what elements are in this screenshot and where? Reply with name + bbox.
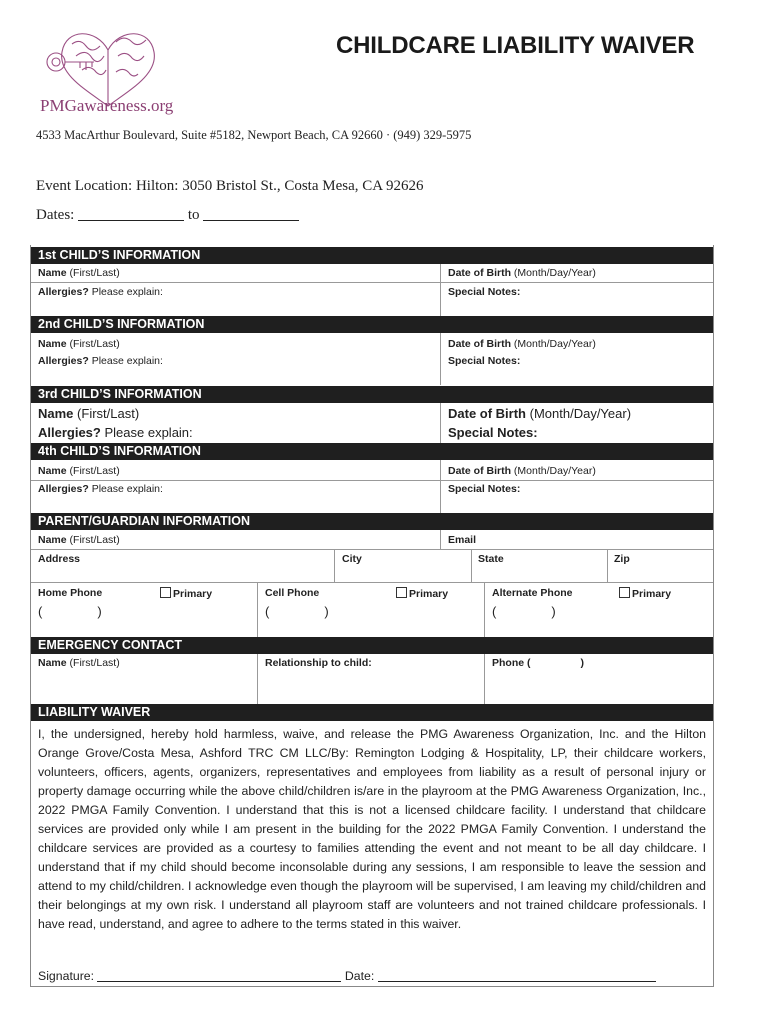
signature-field[interactable]	[97, 969, 341, 982]
checkbox-icon	[396, 587, 407, 598]
divider	[471, 549, 472, 582]
child-2-dob-field[interactable]: Date of Birth (Month/Day/Year)	[448, 338, 596, 350]
child-4-name-field[interactable]: Name (First/Last)	[38, 465, 120, 477]
parent-zip-field[interactable]: Zip	[614, 553, 630, 565]
page-title: CHILDCARE LIABILITY WAIVER	[336, 32, 695, 59]
divider	[334, 549, 335, 582]
child-3-allergies-field[interactable]: Allergies? Please explain:	[38, 425, 193, 440]
divider	[31, 282, 713, 283]
home-phone-label: Home Phone	[38, 587, 103, 599]
signature-label: Signature:	[38, 969, 95, 983]
child-2-heading: 2nd CHILD’S INFORMATION	[31, 316, 713, 333]
dates-label: Dates:	[36, 207, 75, 223]
waiver-heading: LIABILITY WAIVER	[31, 704, 713, 721]
home-phone-field[interactable]: ( )	[38, 604, 102, 619]
child-2-allergies-field[interactable]: Allergies? Please explain:	[38, 355, 163, 367]
divider	[257, 654, 258, 704]
divider	[440, 264, 441, 316]
signature-date-field[interactable]	[378, 969, 656, 982]
divider	[31, 582, 713, 583]
divider	[440, 403, 441, 443]
emergency-name-field[interactable]: Name (First/Last)	[38, 657, 120, 669]
child-4-dob-field[interactable]: Date of Birth (Month/Day/Year)	[448, 465, 596, 477]
divider	[440, 530, 441, 550]
parent-name-field[interactable]: Name (First/Last)	[38, 534, 120, 546]
child-2-name-field[interactable]: Name (First/Last)	[38, 338, 120, 350]
divider	[440, 333, 441, 385]
emergency-phone-field[interactable]: Phone ( )	[492, 657, 584, 669]
logo-text: PMGawareness.org	[40, 96, 174, 115]
parent-address-field[interactable]: Address	[38, 553, 81, 565]
divider	[607, 549, 608, 582]
child-2-notes-field[interactable]: Special Notes:	[448, 355, 521, 367]
parent-state-field[interactable]: State	[478, 553, 504, 565]
alt-phone-primary-checkbox[interactable]: Primary	[619, 587, 671, 600]
child-3-dob-field[interactable]: Date of Birth (Month/Day/Year)	[448, 406, 632, 421]
alt-phone-label: Alternate Phone	[492, 587, 573, 599]
waiver-form	[30, 245, 714, 987]
child-1-heading: 1st CHILD’S INFORMATION	[31, 247, 713, 264]
child-3-notes-field[interactable]: Special Notes:	[448, 425, 538, 440]
child-1-notes-field[interactable]: Special Notes:	[448, 286, 521, 298]
parent-city-field[interactable]: City	[342, 553, 362, 565]
home-phone-primary-checkbox[interactable]: Primary	[160, 587, 212, 600]
divider	[257, 582, 258, 637]
parent-heading: PARENT/GUARDIAN INFORMATION	[31, 513, 713, 530]
emergency-relationship-field[interactable]: Relationship to child:	[265, 657, 372, 669]
checkbox-icon	[160, 587, 171, 598]
child-4-notes-field[interactable]: Special Notes:	[448, 483, 521, 495]
cell-phone-primary-checkbox[interactable]: Primary	[396, 587, 448, 600]
divider	[484, 582, 485, 637]
date-label: Date:	[344, 969, 375, 983]
child-1-name-field[interactable]: Name (First/Last)	[38, 267, 120, 279]
child-3-heading: 3rd CHILD’S INFORMATION	[31, 386, 713, 403]
checkbox-icon	[619, 587, 630, 598]
organization-address: 4533 MacArthur Boulevard, Suite #5182, Newport Beach, CA 92660 · (949) 329-5975	[36, 128, 472, 142]
divider	[484, 654, 485, 704]
child-4-heading: 4th CHILD’S INFORMATION	[31, 443, 713, 460]
cell-phone-label: Cell Phone	[265, 587, 320, 599]
dates-to-label: to	[187, 207, 200, 223]
waiver-body-text: I, the undersigned, hereby hold harmless, waive, and release the PMG Awareness Organization, Inc. and the Hilton Orange Grove/Costa Mesa, Ashford TRC CM LLC/By: Remington Lodging & Hospitality, LP, their childcare workers, volunteers, officers, agents, organizers, representatives and employees from liability as a result of personal injury or property damage occurring while the above child/children is/are in the playroom at the PMG Awareness Organization, Inc., 2022 PMGA Family Convention. I understand that this is not a licensed childcare facility. I understand that childcare services are provided only while I am present in the building for the 2022 PMGA Family Convention. I understand the childcare services are provided as a courtesy to families attending the event and not meant to be all day childcare. I understand that if my child should become inconsolable during any sessions, I am responsible to leave the session and attend to my child/children. I acknowledge even though the playroom will be supervised, I am leaving my child/children and their belongings at my own risk. I understand all playroom staff are volunteers and not trained childcare professionals. I have read, understand, and agree to adhere to the terms stated in this waiver.	[38, 727, 706, 931]
child-4-allergies-field[interactable]: Allergies? Please explain:	[38, 483, 163, 495]
alt-phone-field[interactable]: ( )	[492, 604, 556, 619]
child-1-allergies-field[interactable]: Allergies? Please explain:	[38, 286, 163, 298]
dates-line	[36, 207, 299, 224]
date-end-field[interactable]	[203, 208, 299, 221]
child-3-name-field[interactable]: Name (First/Last)	[38, 406, 140, 421]
divider	[440, 460, 441, 513]
divider	[31, 480, 713, 481]
parent-email-field[interactable]: Email	[448, 534, 477, 546]
date-start-field[interactable]	[78, 208, 184, 221]
cell-phone-field[interactable]: ( )	[265, 604, 329, 619]
signature-line	[38, 969, 656, 983]
divider	[31, 549, 713, 550]
emergency-heading: EMERGENCY CONTACT	[31, 637, 713, 654]
event-location: Event Location: Hilton: 3050 Bristol St., Costa Mesa, CA 92626	[36, 178, 424, 194]
child-1-dob-field[interactable]: Date of Birth (Month/Day/Year)	[448, 267, 596, 279]
